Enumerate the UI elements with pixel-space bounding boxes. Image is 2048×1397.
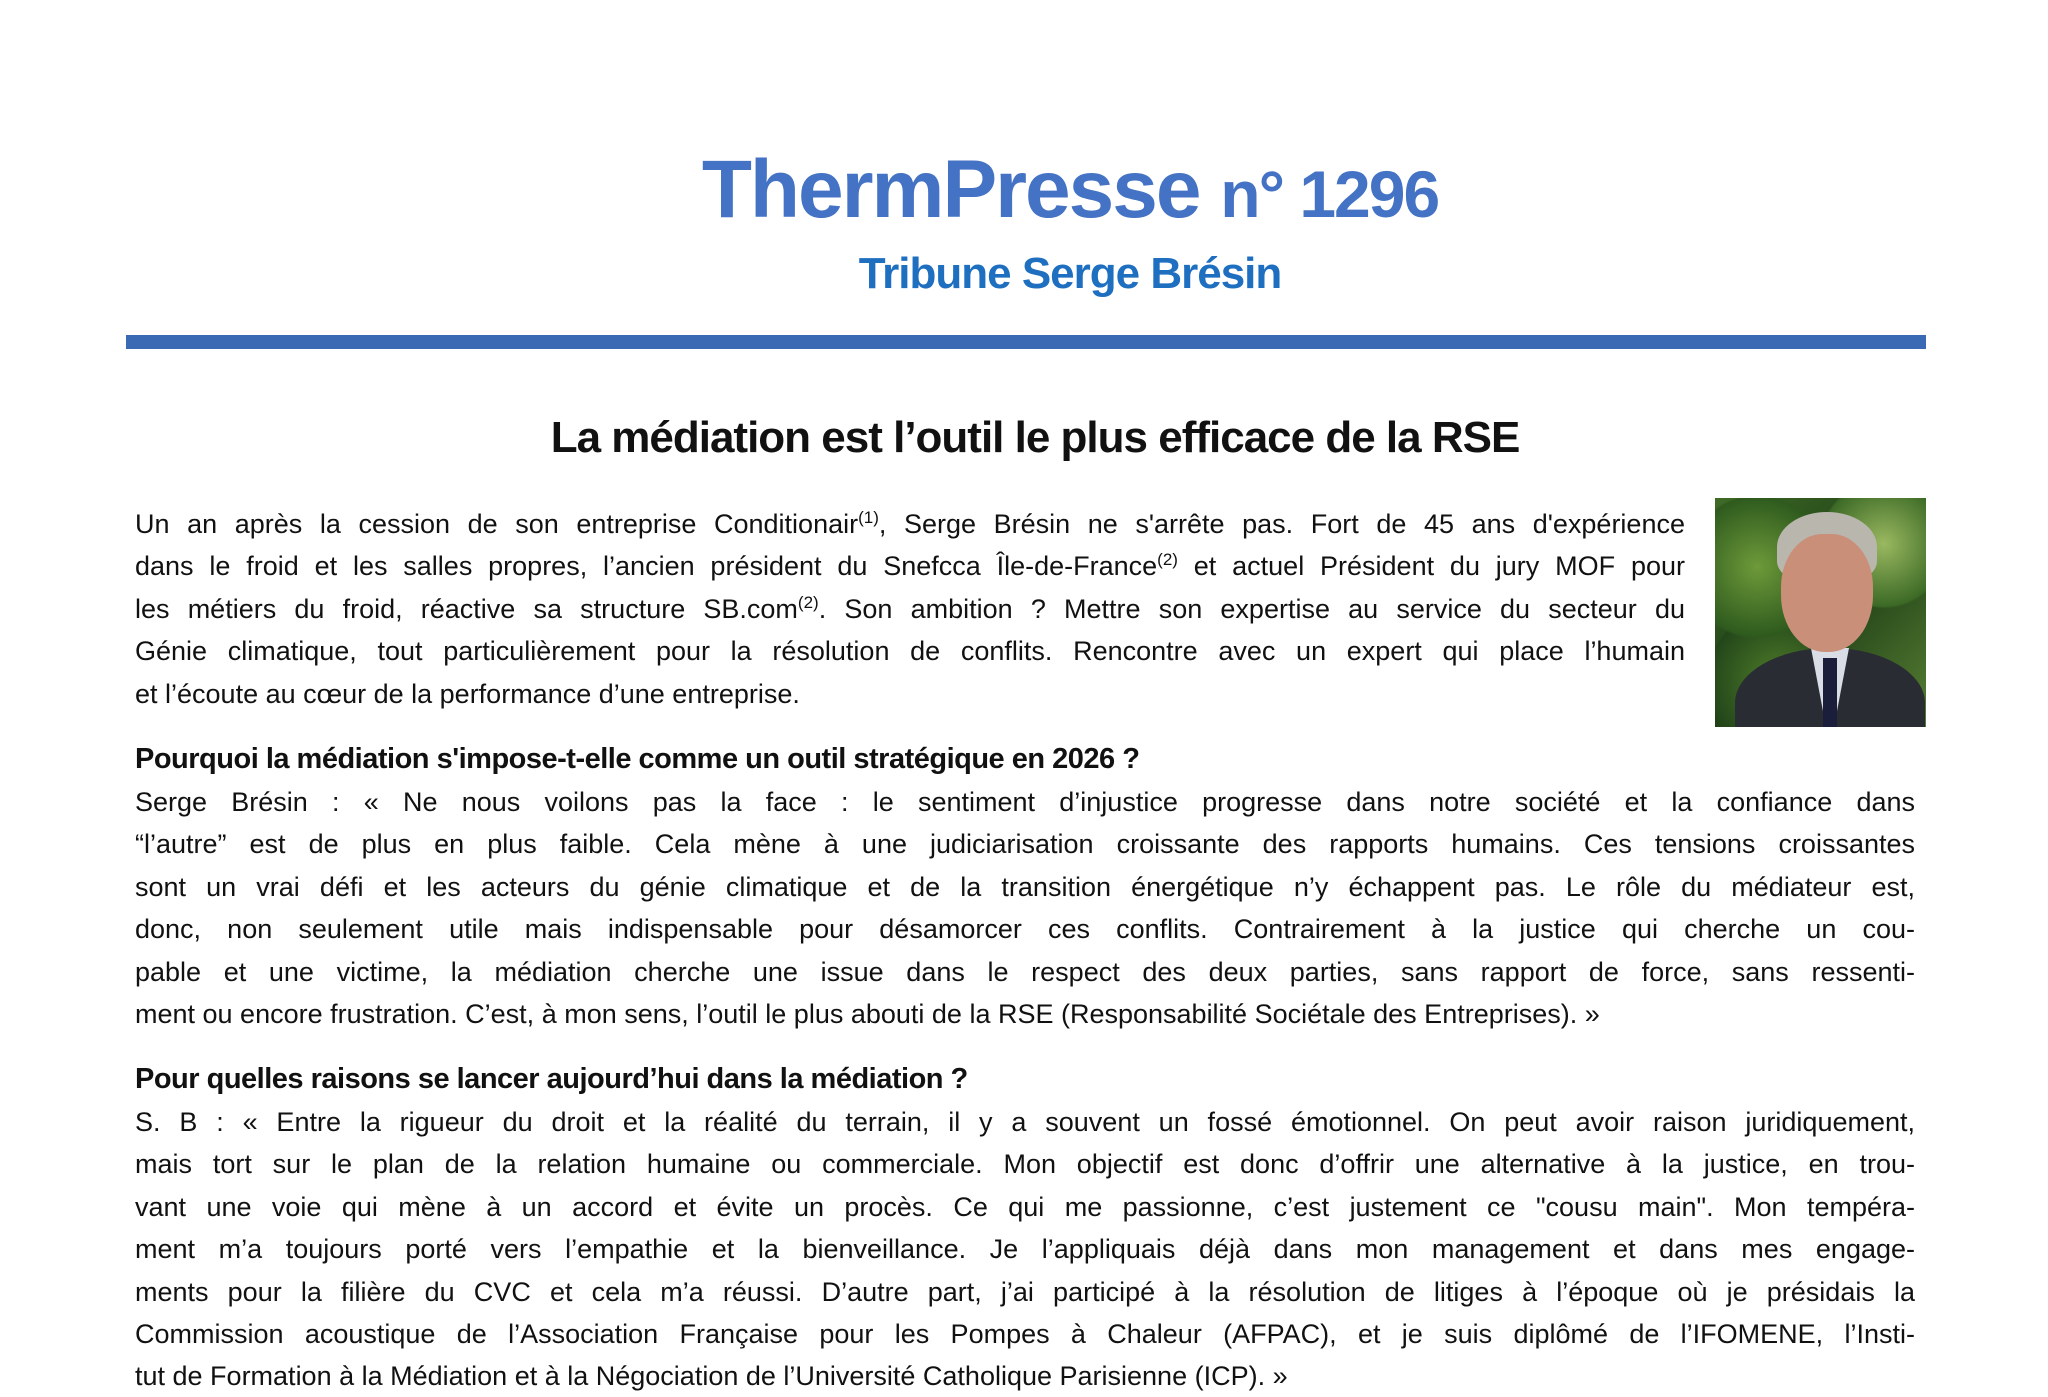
answer-line: “l’autre” est de plus en plus faible. Cela mène à une judiciarisation croissante des rapports humains. Ces tensions croissantes (135, 829, 1915, 860)
answer-line: vant une voie qui mène à un accord et évite un procès. Ce qui me passionne, c’est justement ce "cousu main". Mon tempéra- (135, 1191, 1915, 1222)
footnote-ref: (2) (1157, 550, 1178, 570)
intro-line (135, 503, 1685, 545)
intro-text: les métiers du froid, réactive sa structure SB.com (135, 593, 798, 624)
answer-line: pable et une victime, la médiation cherche une issue dans le respect des deux parties, sans rapport de force, sans ressenti- (135, 956, 1915, 987)
answer-line: sont un vrai défi et les acteurs du génie climatique et de la transition énergétique n’y échappent pas. Le rôle du médiateur est, (135, 871, 1915, 902)
answer-line: Commission acoustique de l’Association Française pour les Pompes à Chaleur (AFPAC), et je suis diplômé de l’IFOMENE, l’Insti- (135, 1319, 1915, 1349)
intro-text: et actuel Président du jury MOF pour (1177, 551, 1685, 582)
intro-text: , Serge Brésin ne s'arrête pas. Fort de 45 ans d'expérience (878, 509, 1685, 539)
answer-line: tut de Formation à la Médiation et à la Négociation de l’Université Catholique Parisienne (ICP). » (135, 1361, 1288, 1392)
intro-line (135, 545, 1685, 587)
publication-subtitle: Tribune Serge Brésin (858, 249, 1282, 298)
footnote-ref: (1) (858, 508, 879, 527)
section-question: Pourquoi la médiation s'impose-t-elle comme un outil stratégique en 2026 ? (135, 743, 1140, 775)
answer-line: ment m’a toujours porté vers l’empathie et la bienveillance. Je l’appliquais déjà dans mon management et dans mes engage- (135, 1234, 1915, 1265)
intro-text: Un an après la cession de son entreprise Conditionair (135, 509, 859, 539)
publication-name: ThermPresse (701, 144, 1200, 235)
answer-line: ment ou encore frustration. C’est, à mon sens, l’outil le plus abouti de la RSE (Responsabilité Sociétale des Entreprises). » (135, 999, 1600, 1029)
answer-line: ments pour la filière du CVC et cela m’a réussi. D’autre part, j’ai participé à la résolution de litiges à l’époque où je présidais la (135, 1276, 1915, 1307)
intro-line (135, 588, 1685, 630)
intro-line (135, 630, 1685, 672)
issue-number: n° 1296 (1220, 157, 1439, 231)
answer-line: Serge Brésin : « Ne nous voilons pas la face : le sentiment d’injustice progresse dans notre société et la confiance dans (135, 787, 1915, 817)
author-photo (1715, 498, 1926, 727)
footnote-ref: (2) (797, 592, 819, 612)
answer-line: mais tort sur le plan de la relation humaine ou commerciale. Mon objectif est donc d’offrir une alternative à la justice, en trou- (135, 1149, 1915, 1180)
header-divider (126, 335, 1926, 349)
section-question: Pour quelles raisons se lancer aujourd’hui dans la médiation ? (135, 1063, 968, 1095)
intro-text: dans le froid et les salles propres, l’ancien président du Snefcca Île-de-France (135, 551, 1158, 582)
intro-line (135, 673, 1685, 715)
publication-title (0, 140, 2048, 244)
answer-line: S. B : « Entre la rigueur du droit et la réalité du terrain, il y a souvent un fossé émotionnel. On peut avoir raison juridiquement, (135, 1107, 1915, 1137)
intro-text: et l’écoute au cœur de la performance d’une entreprise. (135, 678, 800, 709)
answer-line: donc, non seulement utile mais indispensable pour désamorcer ces conflits. Contrairement à la justice qui cherche un cou- (135, 914, 1915, 945)
intro-text: . Son ambition ? Mettre son expertise au service du secteur du (818, 593, 1685, 624)
article-headline: La médiation est l’outil le plus efficace de la RSE (550, 413, 1520, 462)
intro-text: Génie climatique, tout particulièrement pour la résolution de conflits. Rencontre avec un expert qui place l’humain (135, 636, 1685, 667)
